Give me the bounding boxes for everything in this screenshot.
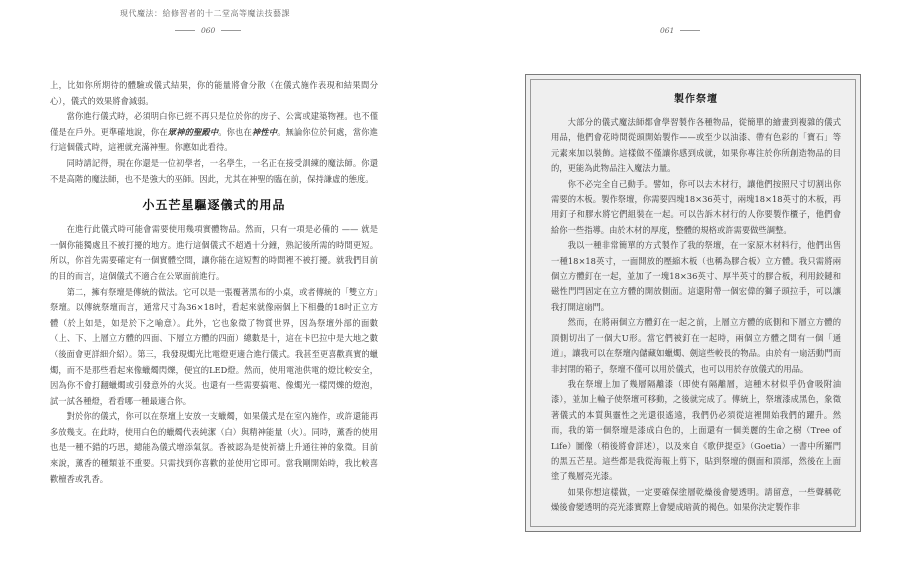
running-title: 現代魔法：給修習者的十二堂高等魔法技藝課 <box>120 9 290 18</box>
text-span: 。你也在 <box>218 126 252 137</box>
paragraph: 在進行此儀式時可能會需要使用幾項實體物品。然而，只有一項是必備的 —— 就是一個你能獨處且不被打擾的地方。進行這個儀式不超過十分鐘，熟記後所需的時間更短。所以，你首先需要確定有一個實體空間，讓你能在這短暫的時間裡不被打擾。就我們目前的目的而言，這個儀式不適合在公眾面前進行。 <box>50 224 378 281</box>
folio-rule <box>680 30 700 31</box>
text-span: 當你進行儀式時，必須明白你已經不再只是位於你的房子、公寓或建築物裡。也不僅僅是在戶外。更準確地說，你在 <box>50 111 378 137</box>
sidebar-box-inner <box>530 79 856 527</box>
sidebar-paragraph: 你不必完全自己動手。譬如，你可以去木材行，讓他們按照尺寸切割出你需要的木板。製作祭壇，你需要四塊18×36英寸，兩塊18×18英寸的木板，再用釘子和膠水將它們組裝在一起。可以告訴木材行的人你要製作櫃子，他們會給你一些指導。由於木材的厚度，整體的規格或許需要做些調整。 <box>551 178 841 235</box>
sidebar-paragraph: 大部分的儀式魔法師都會學習製作各種物品，從簡單的繪畫到複雜的儀式用品，他們會花時間從頭開始製作——或至少以油漆、帶有色彩的「寶石」等元素來加以裝飾。這樣做不僅讓你感到成就，如果你專注於你所創造物品的目的，更能為此物品注入魔法力量。 <box>551 117 841 174</box>
folio-rule-right <box>221 30 241 31</box>
page-number-left <box>175 26 241 35</box>
sidebar-paragraph: 如果你想這樣做，一定要確保塗層乾燥後會變透明。請留意，一些聲稱乾燥後會變透明的亮光漆實際上會變成暗黃的褐色。如果你決定製作非 <box>551 486 841 513</box>
sidebar-paragraph: 我在祭壇上加了幾層隔離漆（即使有隔離層，這種木材似乎仍會吸附油漆），並加上輪子使祭壇可移動，之後就完成了。傳統上，祭壇漆成黑色，象徵著儀式的本質與靈性之光還很遙遠，我們仍必須從這裡開始我們的躍升。然而，我的第一個祭壇是漆成白色的，上面還有一個美麗的生命之樹（Tree of Life）圖像（稍後將會詳述），以及來自《歌伊提亞》（Goetia）一書中所羅門的黑五芒星。這些都是我從海報上剪下，貼到祭壇的側面和頂部，然後在上面塗了幾層亮光漆。 <box>551 378 841 482</box>
emphasis: 神性中 <box>251 126 278 137</box>
section-heading: 小五芒星驅逐儀式的用品 <box>142 198 286 213</box>
sidebar-paragraph: 然而，在將兩個立方體釘在一起之前，上層立方體的底側和下層立方體的頂側切出了一個大U形。當它們被釘在一起時，兩個立方體之間有一個「通道」，讓我可以在祭壇內儲藏如蠟燭、劍這些較長的物品。由於有一扇活動門而非封閉的箱子，祭壇不僅可以用於儀式，也可以用於存放儀式的用品。 <box>551 317 841 374</box>
page-number-right <box>660 26 700 35</box>
emphasis: 眾神的聖殿中 <box>167 126 219 137</box>
left-body-text <box>50 78 378 487</box>
sidebar-paragraph: 我以一種非常簡單的方式製作了我的祭壇，在一家原木材料行，他們出售一種18×18英寸，一面開放的壓縮木板（也稱為膠合板）立方體。我只需將兩個立方體釘在一起，並加了一塊18×36英寸、厚半英寸的膠合板，利用鉸鏈和磁性門閂固定在立方體的開放側面。這還附帶一個宏偉的獅子頭拉手，可以讓我打開這扇門。 <box>551 240 841 312</box>
right-page <box>450 0 900 574</box>
paragraph: 同時請記得，現在你還是一位初學者，一名學生，一名正在接受訓練的魔法師。你還不是高階的魔法師，也不是強大的巫師。因此，尤其在神聖的臨在前，保持謙虛的態度。 <box>50 157 378 184</box>
paragraph <box>50 109 378 156</box>
paragraph: 第二，擁有祭壇是傳統的做法。它可以是一張覆著黑布的小桌，或者傳統的「雙立方」祭壇。以傳統祭壇而言，通常尺寸為36×18吋，看起來就像兩個上下相疊的18吋正立方體（於上如是，如是於下之喻意）。此外，它也象徵了物質世界，因為祭壇外部的面數（上、下、上層立方體的四面、下層立方體的四面）總數是十，這在卡巴拉中是大地之數（後面會更詳細介紹）。第三，我發現燭光比電燈更適合進行儀式。我甚至更喜歡真實的蠟燭，而不是那些看起來像蠟燭閃爍，便宜的LED燈。然而，使用電池供電的燈比較安全，因為你不會打翻蠟燭或引發意外的火災。也還有一些需要搞電、像燭光一樣閃爍的燈泡，試一試各種燈，看看哪一種最適合你。 <box>50 286 378 406</box>
paragraph: 對於你的儀式，你可以在祭壇上安放一支蠟燭，如果儀式是在室內施作，或許還能再多放幾支。在此時，使用白色的蠟燭代表純潔（白）與精神能量（火）。同時，薰香的使用也是一種不錯的巧思，總能為儀式增添氣氛。香被認為是使祈禱上升通往神的象徵。目前來說，薰香的種類並不重要。只需找到你喜歡的並使用它即可。當我剛開始時，我比較喜歡檀香或乳香。 <box>50 411 378 484</box>
folio-rule-left <box>175 30 195 31</box>
text-span: 。無論你位於何處，當你進行這個儀式時，這裡就充滿神聖。你應如此看待。 <box>50 126 378 153</box>
sidebar-box <box>525 74 861 532</box>
sidebar-title: 製作祭壇 <box>674 94 718 105</box>
paragraph: 上，比如你所期待的體驗或儀式結果，你的能量將會分散（在儀式施作表現和結果間分心），儀式的效果將會減弱。 <box>50 80 378 106</box>
page-number-right-text: 061 <box>660 26 675 35</box>
page-number-left-text: 060 <box>201 26 216 35</box>
